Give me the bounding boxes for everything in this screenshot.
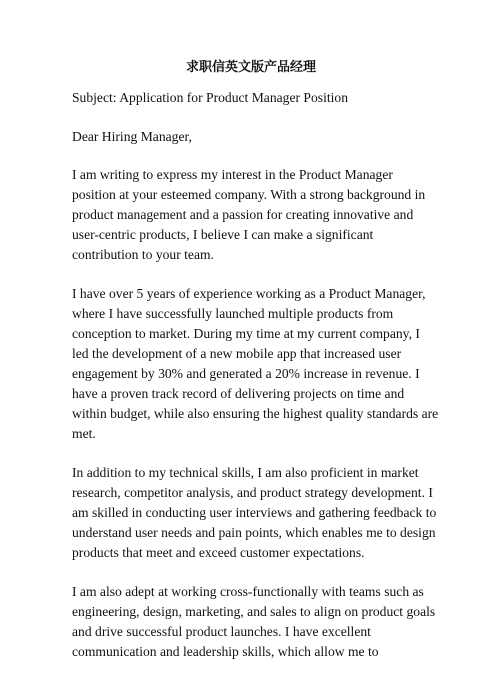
text-line: In addition to my technical skills, I am also proficient in market	[72, 465, 419, 480]
document-title: 求职信英文版产品经理	[185, 60, 316, 75]
text-line: where I have successfully launched multiple products from	[72, 306, 394, 321]
subject-line: Subject: Application for Product Manager Position	[72, 90, 348, 105]
text-line: am skilled in conducting user interviews and gathering feedback to	[72, 505, 437, 520]
paragraph-3	[72, 463, 437, 563]
text-line: conception to market. During my time at my current company, I	[72, 326, 420, 341]
text-line: communication and leadership skills, which allow me to	[72, 644, 379, 659]
text-line: user-centric products, I believe I can make a significant	[72, 227, 374, 242]
text-line: I am also adept at working cross-functionally with teams such as	[72, 584, 424, 599]
text-line: I have over 5 years of experience working as a Product Manager,	[72, 286, 426, 301]
text-line: contribution to your team.	[72, 247, 214, 262]
text-line: and drive successful product launches. I have excellent	[72, 624, 371, 639]
text-line: understand user needs and pain points, which enables me to design	[72, 525, 436, 540]
text-line: I am writing to express my interest in the Product Manager	[72, 167, 393, 182]
text-line: products that meet and exceed customer expectations.	[72, 545, 365, 560]
text-line: led the development of a new mobile app that increased user	[72, 346, 402, 361]
paragraph-1	[72, 165, 434, 265]
text-line: engineering, design, marketing, and sales to align on product goals	[72, 604, 436, 619]
text-line: have a proven track record of delivering projects on time and	[72, 386, 405, 401]
text-line: engagement by 30% and generated a 20% increase in revenue. I	[72, 366, 420, 381]
text-line: met.	[72, 426, 96, 441]
paragraph-4	[72, 582, 434, 662]
text-line: position at your esteemed company. With a strong background in	[72, 187, 426, 202]
letter-body	[72, 88, 439, 681]
salutation: Dear Hiring Manager,	[72, 129, 192, 144]
text-line: research, competitor analysis, and product strategy development. I	[72, 485, 433, 500]
text-line: within budget, while also ensuring the highest quality standards are	[72, 406, 439, 421]
paragraph-2	[72, 284, 439, 444]
text-line: product management and a passion for creating innovative and	[72, 207, 414, 222]
